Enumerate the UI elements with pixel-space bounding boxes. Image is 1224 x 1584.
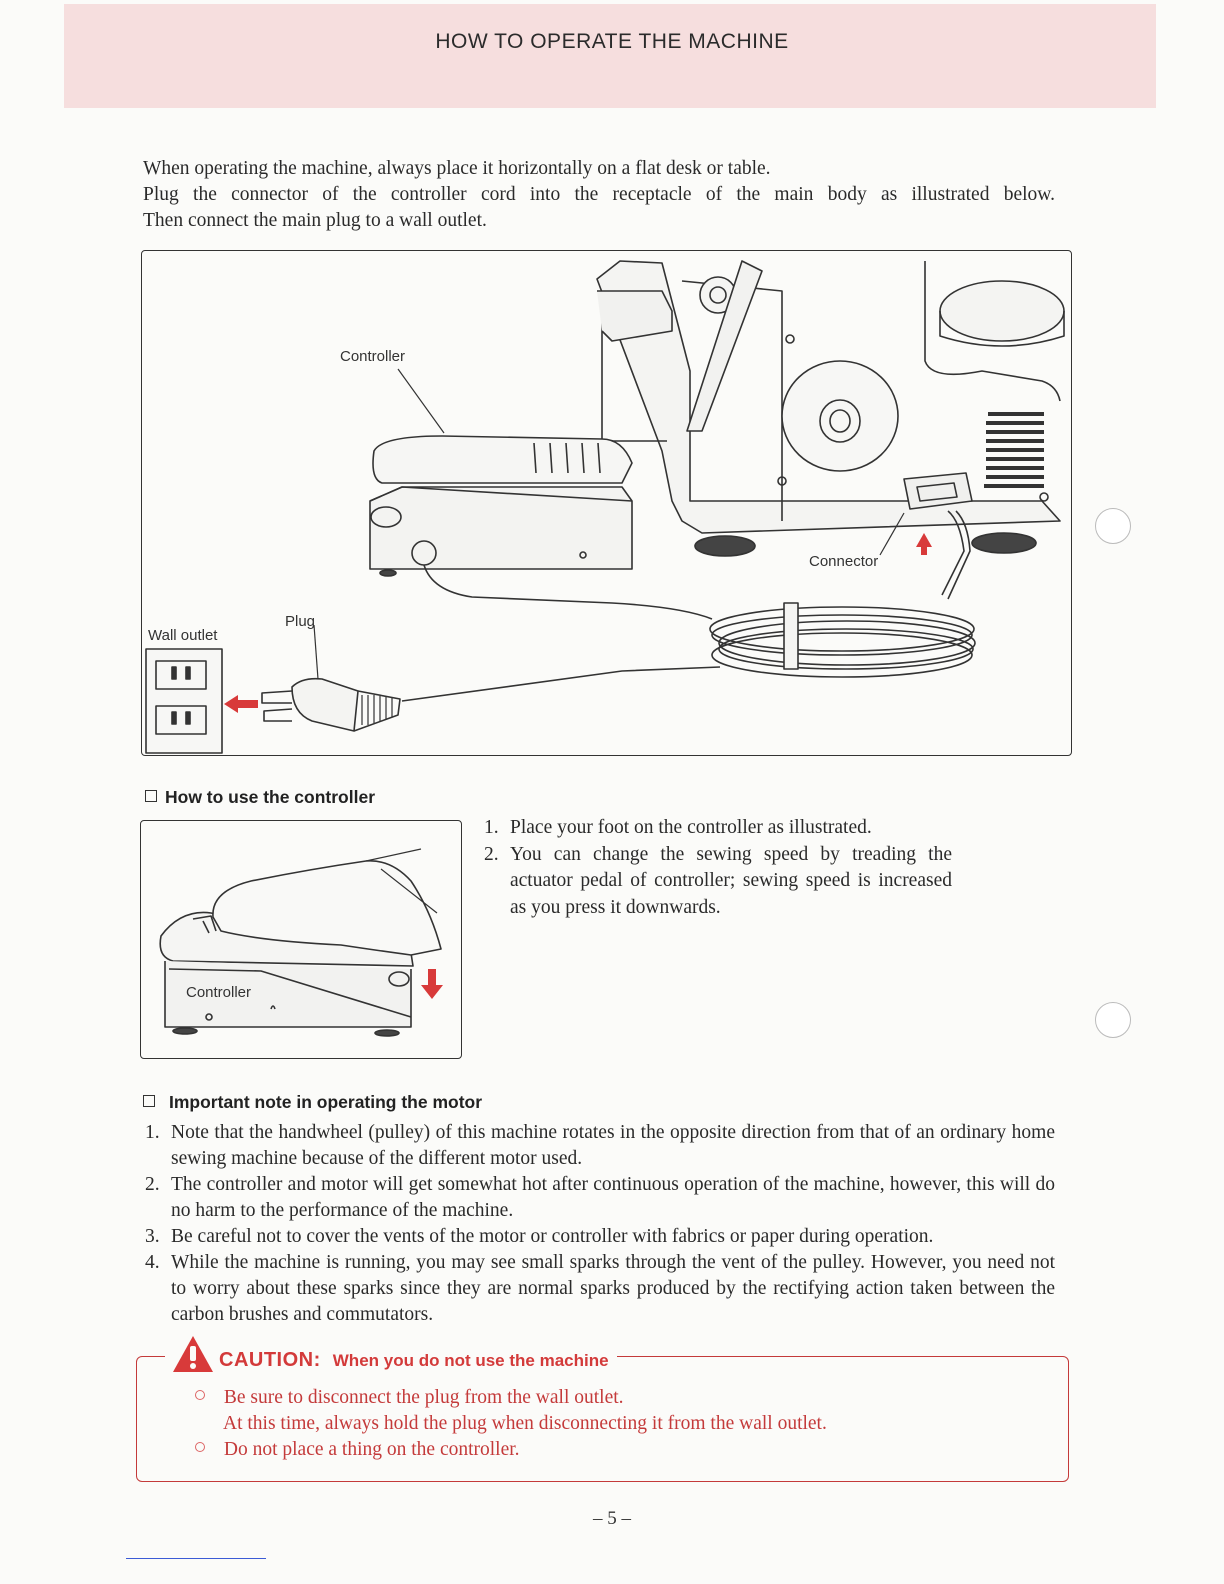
caution-items [195,1385,1055,1463]
page-number: – 5 – [593,1508,631,1529]
controller-step-2: 2. You can change the sewing speed by treading the actuator pedal of controller; sewing speed is increased as you press it downwards. [484,843,952,918]
circle-bullet-icon [195,1390,205,1400]
square-bullet-icon [143,1095,155,1107]
footer-rule [126,1558,266,1559]
controller-illustration [141,821,461,1058]
controller-step-1: 1. Place your foot on the controller as illustrated. [484,817,872,838]
header-banner [64,4,1156,108]
warning-icon [171,1334,215,1374]
motor-note-4: 4. While the machine is running, you may see small sparks through the vent of the pulley. However, you need not to worry about these sparks since they are normal sparks produced by the rectifying action taken between the carbon brushes and commutators. [145,1252,1055,1325]
intro-paragraph [143,156,1055,234]
controller-figure-label: Controller [186,984,252,1001]
caution-word: CAUTION: [219,1349,321,1371]
caution-heading [165,1334,617,1374]
intro-line-2: Plug the connector of the controller cord into the receptacle of the main body as illustrated below. [143,184,1055,205]
controller-section-heading: How to use the controller [145,787,375,808]
binder-hole [1095,1002,1131,1038]
plug-label: Plug [285,613,316,630]
connection-figure [141,250,1072,756]
intro-line-3: Then connect the main plug to a wall outlet. [143,210,487,231]
motor-notes [145,1120,1055,1328]
motor-note-1: 1. Note that the handwheel (pulley) of this machine rotates in the opposite direction from that of an ordinary home sewing machine because of the different motor used. [145,1122,1055,1169]
caution-item-1-line-2: At this time, always hold the plug when disconnecting it from the wall outlet. [223,1413,827,1434]
motor-note-2: 2. The controller and motor will get somewhat hot after continuous operation of the machine, however, this will do no harm to the performance of the machine. [145,1174,1055,1221]
connector-label: Connector [809,553,879,570]
wall-outlet-label: Wall outlet [148,627,218,644]
binder-hole [1095,508,1131,544]
caution-item-2: Do not place a thing on the controller. [195,1437,1055,1463]
intro-line-1: When operating the machine, always place it horizontally on a flat desk or table. [143,158,771,179]
motor-note-3: 3. Be careful not to cover the vents of the motor or controller with fabrics or paper during operation. [145,1226,934,1247]
controller-figure [140,820,462,1059]
circle-bullet-icon [195,1442,205,1452]
motor-section-heading: Important note in operating the motor [143,1092,482,1113]
caution-subtitle: When you do not use the machine [332,1351,609,1370]
caution-item-1: Be sure to disconnect the plug from the wall outlet. [195,1385,1055,1411]
controller-label: Controller [340,348,406,365]
controller-steps [484,815,952,921]
square-bullet-icon [145,790,157,802]
connection-illustration [142,251,1071,755]
page-title: HOW TO OPERATE THE MACHINE [435,30,789,53]
